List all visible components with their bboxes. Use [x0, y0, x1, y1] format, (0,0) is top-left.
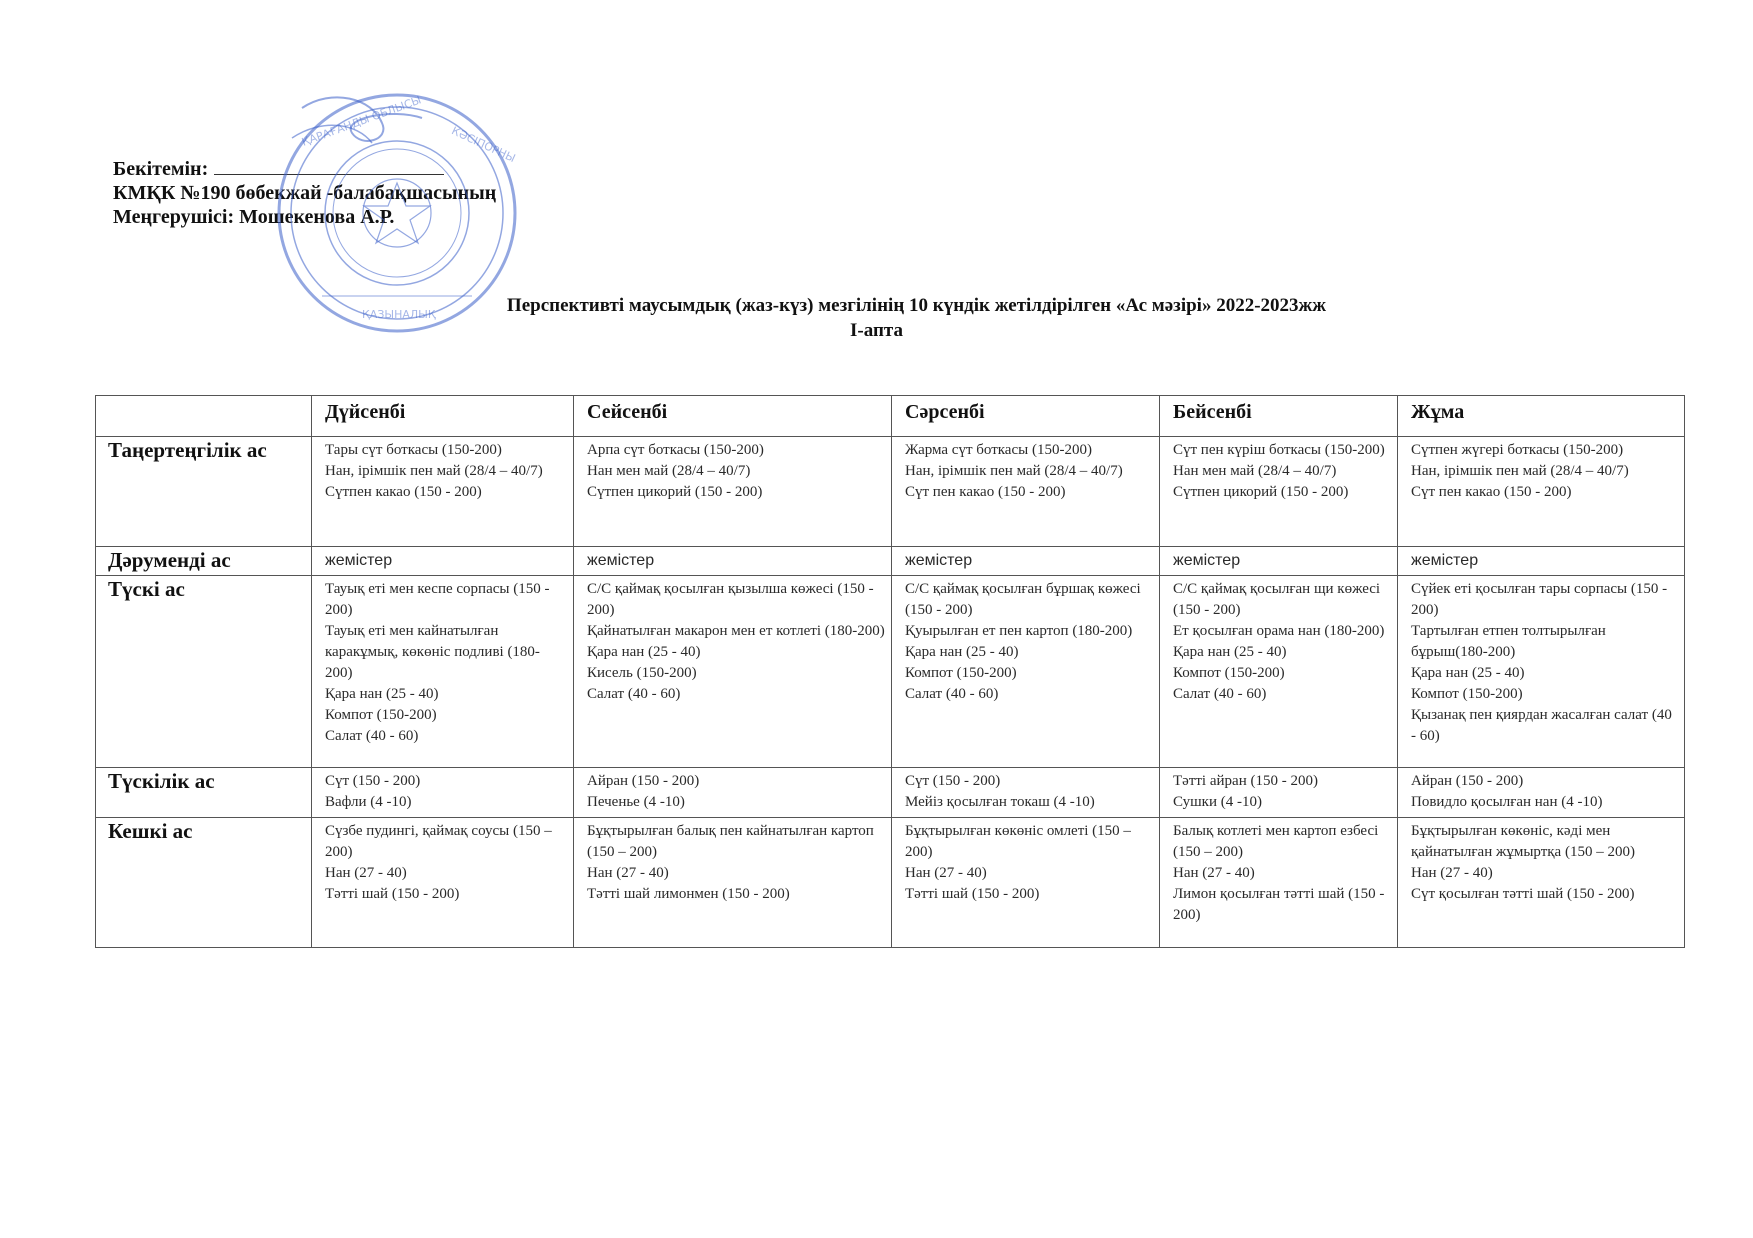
approval-block [113, 157, 496, 229]
menu-item: Тәтті шай лимонмен (150 - 200) [587, 886, 790, 902]
menu-item: жемістер [325, 552, 393, 569]
menu-item: Тәтті шай (150 - 200) [325, 886, 460, 902]
approval-line-3: Меңгерушісі: Мошекенова А.Р. [113, 206, 395, 228]
corner-cell [96, 396, 312, 437]
menu-cell [1160, 437, 1398, 547]
menu-item: Бұқтырылған балық пен кайнатылған картоп (150 – 200) [587, 823, 874, 860]
menu-item: Тауық еті мен кайнатылған каракұмық, көкөніс подливі (180-200) [325, 623, 540, 681]
menu-item: Мейіз қосылған токаш (4 -10) [905, 794, 1095, 810]
menu-item: Компот (150-200) [1411, 686, 1523, 702]
day-header: Дүйсенбі [312, 396, 574, 437]
menu-item: Бұқтырылған көкөніс, кәді мен қайнатылған жұмыртқа (150 – 200) [1411, 823, 1635, 860]
menu-item: Компот (150-200) [325, 707, 437, 723]
menu-cell [1398, 818, 1685, 948]
table-row [96, 818, 1685, 948]
meal-name: Түскілік ас [96, 768, 312, 818]
svg-text:ҚАРАҒАНДЫ ОБЛЫСЫ: ҚАРАҒАНДЫ ОБЛЫСЫ [300, 93, 423, 149]
menu-cell [1160, 547, 1398, 576]
menu-item: Нан, ірімшік пен май (28/4 – 40/7) [905, 463, 1123, 479]
menu-item: Салат (40 - 60) [587, 686, 681, 702]
menu-cell [312, 576, 574, 768]
menu-item: Қара нан (25 - 40) [325, 686, 439, 702]
menu-item: Қара нан (25 - 40) [587, 644, 701, 660]
menu-item: Тауық еті мен кеспе сорпасы (150 - 200) [325, 581, 550, 618]
approval-line-1 [113, 157, 496, 181]
menu-item: Повидло қосылған нан (4 -10) [1411, 794, 1603, 810]
menu-item: Нан (27 - 40) [1173, 865, 1255, 881]
menu-item: Тәтті шай (150 - 200) [905, 886, 1040, 902]
menu-cell [1398, 547, 1685, 576]
approval-label: Бекітемін: [113, 158, 209, 180]
menu-item: Нан (27 - 40) [1411, 865, 1493, 881]
menu-item: Бұқтырылған көкөніс омлеті (150 – 200) [905, 823, 1131, 860]
menu-item: Сүтпен цикорий (150 - 200) [587, 484, 763, 500]
menu-cell [574, 547, 892, 576]
menu-item: Сушки (4 -10) [1173, 794, 1262, 810]
menu-item: Салат (40 - 60) [905, 686, 999, 702]
menu-item: Айран (150 - 200) [1411, 773, 1524, 789]
menu-item: Жарма сүт боткасы (150-200) [905, 442, 1092, 458]
meal-name: Кешкі ас [96, 818, 312, 948]
meal-name: Дәруменді ас [96, 547, 312, 576]
menu-cell [312, 768, 574, 818]
menu-item: жемістер [1173, 552, 1241, 569]
menu-cell [312, 818, 574, 948]
document-title [0, 293, 1753, 343]
table-row [96, 768, 1685, 818]
menu-item: Тары сүт боткасы (150-200) [325, 442, 502, 458]
menu-item: Қара нан (25 - 40) [905, 644, 1019, 660]
menu-item: Балық котлеті мен картоп езбесі (150 – 200) [1173, 823, 1379, 860]
menu-cell [1160, 576, 1398, 768]
menu-cell [1398, 437, 1685, 547]
menu-item: Сүт пен күріш боткасы (150-200) [1173, 442, 1385, 458]
title-main: Перспективті маусымдық (жаз-күз) мезгілінің 10 күндік жетілдірілген «Ас мәзірі» 2022-2023жж [506, 295, 1327, 316]
menu-item: Лимон қосылған тәтті шай (150 - 200) [1173, 886, 1385, 923]
menu-item: Салат (40 - 60) [1173, 686, 1267, 702]
menu-item: Сүтпен цикорий (150 - 200) [1173, 484, 1349, 500]
table-row [96, 576, 1685, 768]
day-header: Сәрсенбі [892, 396, 1160, 437]
menu-item: Тартылған етпен толтырылған бұрыш(180-200) [1411, 623, 1606, 660]
table-row [96, 437, 1685, 547]
menu-item: Айран (150 - 200) [587, 773, 700, 789]
menu-item: Нан (27 - 40) [325, 865, 407, 881]
menu-cell [1160, 818, 1398, 948]
svg-text:ҚАЗЫНАЛЫҚ: ҚАЗЫНАЛЫҚ [362, 308, 436, 321]
menu-cell [574, 768, 892, 818]
menu-cell [892, 547, 1160, 576]
table-row [96, 547, 1685, 576]
menu-cell [312, 547, 574, 576]
title-week: І-апта [850, 320, 903, 341]
menu-cell [574, 576, 892, 768]
menu-item: Сүт пен какао (150 - 200) [905, 484, 1066, 500]
menu-item: Қара нан (25 - 40) [1173, 644, 1287, 660]
menu-item: Нан, ірімшік пен май (28/4 – 40/7) [325, 463, 543, 479]
menu-cell [1160, 768, 1398, 818]
menu-item: Вафли (4 -10) [325, 794, 412, 810]
menu-item: Салат (40 - 60) [325, 728, 419, 744]
menu-item: Печенье (4 -10) [587, 794, 685, 810]
menu-item: Нан (27 - 40) [905, 865, 987, 881]
menu-item: Нан, ірімшік пен май (28/4 – 40/7) [1411, 463, 1629, 479]
menu-cell [312, 437, 574, 547]
day-header: Жұма [1398, 396, 1685, 437]
day-header: Бейсенбі [1160, 396, 1398, 437]
svg-text:КӘСІПОРНЫ: КӘСІПОРНЫ [449, 124, 518, 166]
menu-item: жемістер [905, 552, 973, 569]
signature-line [214, 174, 444, 175]
menu-table [95, 395, 1685, 948]
menu-item: жемістер [587, 552, 655, 569]
menu-item: Сүт пен какао (150 - 200) [1411, 484, 1572, 500]
menu-item: Сүтпен какао (150 - 200) [325, 484, 482, 500]
menu-item: Қызанақ пен қиярдан жасалған салат (40 - 60) [1411, 707, 1672, 744]
menu-item: Нан мен май (28/4 – 40/7) [1173, 463, 1337, 479]
table-header-row [96, 396, 1685, 437]
meal-name: Таңертеңгілік ас [96, 437, 312, 547]
menu-item: Компот (150-200) [905, 665, 1017, 681]
menu-item: Сүтпен жүгері боткасы (150-200) [1411, 442, 1624, 458]
approval-line-2: КМҚК №190 бөбекжай -балабақшасының [113, 182, 497, 204]
menu-item: Сүйек еті қосылған тары сорпасы (150 - 200) [1411, 581, 1668, 618]
menu-cell [892, 768, 1160, 818]
menu-cell [574, 437, 892, 547]
menu-item: Арпа сүт боткасы (150-200) [587, 442, 764, 458]
menu-item: Нан мен май (28/4 – 40/7) [587, 463, 751, 479]
menu-item: Компот (150-200) [1173, 665, 1285, 681]
menu-item: Ет қосылған орама нан (180-200) [1173, 623, 1385, 639]
menu-cell [574, 818, 892, 948]
menu-item: С/С қаймақ қосылған бұршақ көжесі (150 - 200) [905, 581, 1141, 618]
menu-item: С/С қаймақ қосылған щи көжесі (150 - 200) [1173, 581, 1381, 618]
menu-item: Кисель (150-200) [587, 665, 697, 681]
menu-item: Нан (27 - 40) [587, 865, 669, 881]
menu-item: Қайнатылған макарон мен ет котлеті (180-200) [587, 623, 885, 639]
menu-item: Сүт (150 - 200) [325, 773, 421, 789]
menu-item: С/С қаймақ қосылған қызылша көжесі (150 - 200) [587, 581, 874, 618]
menu-item: Сүт қосылған тәтті шай (150 - 200) [1411, 886, 1635, 902]
menu-item: Қара нан (25 - 40) [1411, 665, 1525, 681]
menu-cell [1398, 576, 1685, 768]
menu-cell [1398, 768, 1685, 818]
menu-cell [892, 437, 1160, 547]
menu-cell [892, 576, 1160, 768]
menu-item: Тәтті айран (150 - 200) [1173, 773, 1318, 789]
menu-body [96, 437, 1685, 948]
menu-item: Сүзбе пудингі, қаймақ соусы (150 – 200) [325, 823, 552, 860]
day-header: Сейсенбі [574, 396, 892, 437]
menu-cell [892, 818, 1160, 948]
meal-name: Түскі ас [96, 576, 312, 768]
menu-item: жемістер [1411, 552, 1479, 569]
menu-item: Қуырылған ет пен картоп (180-200) [905, 623, 1133, 639]
menu-item: Сүт (150 - 200) [905, 773, 1001, 789]
